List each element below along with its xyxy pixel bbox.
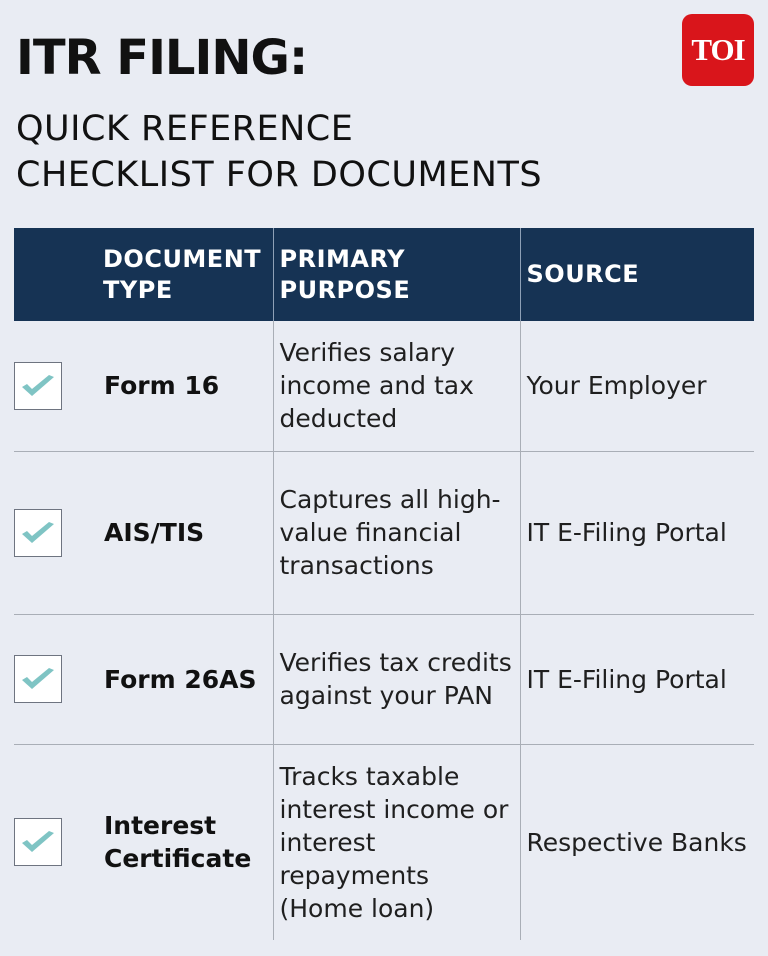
source-cell: Respective Banks xyxy=(520,744,754,940)
primary-purpose-cell: Tracks taxable interest income or interest repayments (Home loan) xyxy=(273,744,520,940)
checkmark-icon xyxy=(14,509,62,557)
table-row xyxy=(14,321,754,451)
primary-purpose-cell: Captures all high-value financial transactions xyxy=(273,451,520,614)
column-header-source: SOURCE xyxy=(520,228,754,321)
source-cell: IT E-Filing Portal xyxy=(520,614,754,744)
checkmark-icon xyxy=(14,818,62,866)
source-cell: IT E-Filing Portal xyxy=(520,451,754,614)
table-row xyxy=(14,744,754,940)
checkmark-icon xyxy=(14,362,62,410)
table-row xyxy=(14,614,754,744)
subtitle-line-1: QUICK REFERENCE xyxy=(16,109,354,149)
document-type-cell xyxy=(14,321,273,451)
document-type-cell xyxy=(14,451,273,614)
subtitle-line-2: CHECKLIST FOR DOCUMENTS xyxy=(16,155,543,195)
document-type-cell xyxy=(14,614,273,744)
table-row xyxy=(14,451,754,614)
primary-purpose-cell: Verifies salary income and tax deducted xyxy=(273,321,520,451)
column-header-document-type: DOCUMENT TYPE xyxy=(103,244,262,304)
document-type-label: Form 16 xyxy=(104,371,220,401)
document-type-label: Form 26AS xyxy=(104,664,257,694)
document-type-label: Interest Certificate xyxy=(104,811,252,874)
table-header-row xyxy=(14,228,754,321)
document-checklist-table xyxy=(14,228,754,940)
toi-logo: TOI xyxy=(682,14,754,86)
document-type-label: AIS/TIS xyxy=(104,518,205,547)
source-cell: Your Employer xyxy=(520,321,754,451)
page-title: ITR FILING: xyxy=(16,30,308,86)
checkmark-icon xyxy=(14,655,62,703)
document-type-cell xyxy=(14,744,273,940)
column-header-primary-purpose: PRIMARY PURPOSE xyxy=(273,228,520,321)
primary-purpose-cell: Verifies tax credits against your PAN xyxy=(273,614,520,744)
page-subtitle xyxy=(16,106,542,198)
